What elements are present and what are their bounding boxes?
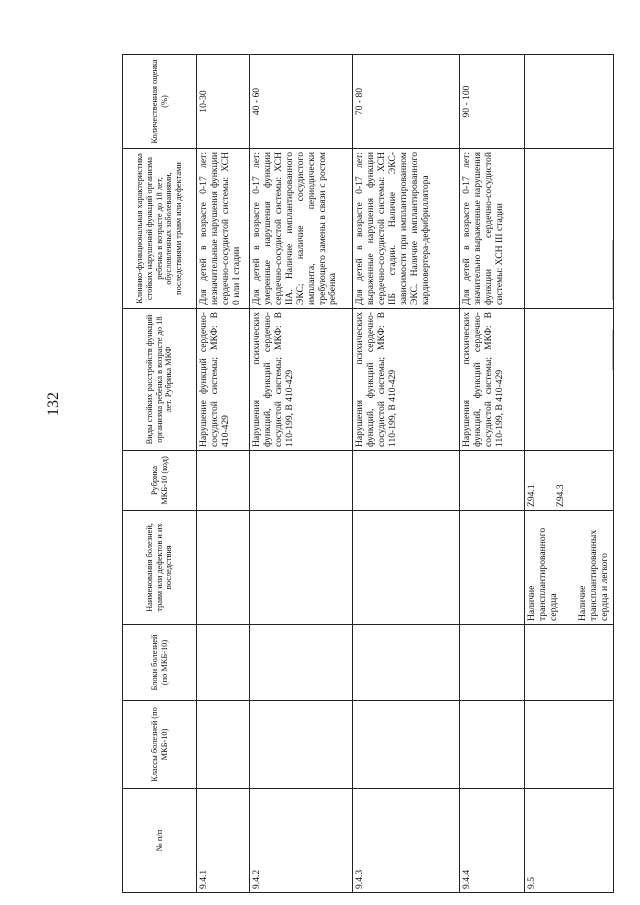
row-characteristic: Для детей в возрасте 0-17 лет: выраженные нарушения функции сердечно-сосудистой системы: ХСН IIБ стадии. Наличие ЭКС-зависимости при имплантированном ЭКС. Наличие имплантированного кардиовертера-дефибриллятора [353, 149, 460, 309]
spacer [538, 454, 556, 507]
header-blocks: Блоки болезней (по МКБ-10) [123, 625, 197, 701]
row-score: 70 - 80 [353, 55, 460, 149]
empty-cell [197, 451, 250, 511]
header-row [123, 55, 197, 893]
empty-cell [460, 625, 525, 701]
empty-cell [353, 511, 460, 625]
empty-cell [353, 625, 460, 701]
row-disorder: Нарушение функций сердечно-сосудистой системы; МКФ: В 410-429 [197, 309, 250, 451]
table-row [460, 55, 525, 893]
spacer [560, 514, 578, 621]
row-num: 9.5 [525, 789, 614, 893]
header-score: Количественная оценка (%) [123, 55, 197, 149]
transplant-heart-name: Наличие трансплантированного сердца [526, 527, 559, 621]
empty-cell [250, 511, 353, 625]
row-num: 9.4.2 [250, 789, 353, 893]
empty-cell [197, 625, 250, 701]
empty-cell [460, 701, 525, 789]
disability-criteria-table [122, 54, 614, 893]
header-classes: Классы болезней (по МКБ-10) [123, 701, 197, 789]
row-num: 9.4.4 [460, 789, 525, 893]
header-code: Рубрика МКБ-10 (код) [123, 451, 197, 511]
row-num: 9.4.1 [197, 789, 250, 893]
empty-cell [250, 451, 353, 511]
header-names: Наименования болезней, травм или дефектов и их последствия [123, 511, 197, 625]
empty-cell [250, 625, 353, 701]
row-names [525, 511, 614, 625]
empty-cell [197, 511, 250, 625]
row-score: 40 - 60 [250, 55, 353, 149]
empty-cell [525, 55, 614, 149]
row-disorder: Нарушения психических функций, функций сердечно-сосудистой системы; МКФ: В 110-199, В 410-429 [460, 309, 525, 451]
empty-cell [197, 701, 250, 789]
empty-cell [353, 451, 460, 511]
empty-cell [525, 309, 614, 451]
transplant-heart-lung-name: Наличие трансплантированных сердца и легкого [576, 529, 610, 621]
table-row [197, 55, 250, 893]
page-number: 132 [45, 392, 62, 416]
row-codes [525, 451, 614, 511]
code-z94-3: Z94.3 [554, 484, 566, 507]
table-row [250, 55, 353, 893]
code-z94-1: Z94.1 [526, 484, 537, 507]
row-disorder: Нарушения психических функций, функций сердечно-сосудистой системы; МКФ: В 110-199, В 410-429 [353, 309, 460, 451]
empty-cell [353, 701, 460, 789]
row-characteristic: Для детей в возрасте 0-17 лет: незначительные нарушения функции сердечно-сосудистой системы: ХСН 0 или I стадии [197, 149, 250, 309]
empty-cell [250, 701, 353, 789]
row-characteristic: Для детей в возрасте 0-17 лет: значительно выраженные нарушения функции сердечно-сосудистой системы: ХСН III стадии [460, 149, 525, 309]
empty-cell [525, 625, 614, 701]
empty-cell [525, 701, 614, 789]
row-score: 90 - 100 [460, 55, 525, 149]
row-num: 9.4.3 [353, 789, 460, 893]
table-row [525, 55, 614, 893]
empty-cell [460, 511, 525, 625]
header-characteristic: Клинико-функциональная характеристика стойких нарушений функций организма ребенка в возрасте до 18 лет, обусловленных заболеваниями, последствиями травм или дефектами [123, 149, 197, 309]
rotated-table-container [122, 55, 610, 893]
row-score: 10-30 [197, 55, 250, 149]
row-characteristic: Для детей в возрасте 0-17 лет: умеренные нарушения функции сердечно-сосудистой системы: ХСН IIА. Наличие имплантированного ЭКС; наличие сосудистого импланта, периодически требующего замены в связи с ростом ребенка [250, 149, 353, 309]
empty-cell [460, 451, 525, 511]
empty-cell [525, 149, 614, 309]
header-num: № п/п [123, 789, 197, 893]
header-disorders: Виды стойких расстройств функций организма ребенка в возрасте до 18 лет. Рубрика МКФ [123, 309, 197, 451]
table-row [353, 55, 460, 893]
row-disorder: Нарушения психических функций, функций сердечно-сосудистой системы; МКФ: В 110-199, В 410-429 [250, 309, 353, 451]
